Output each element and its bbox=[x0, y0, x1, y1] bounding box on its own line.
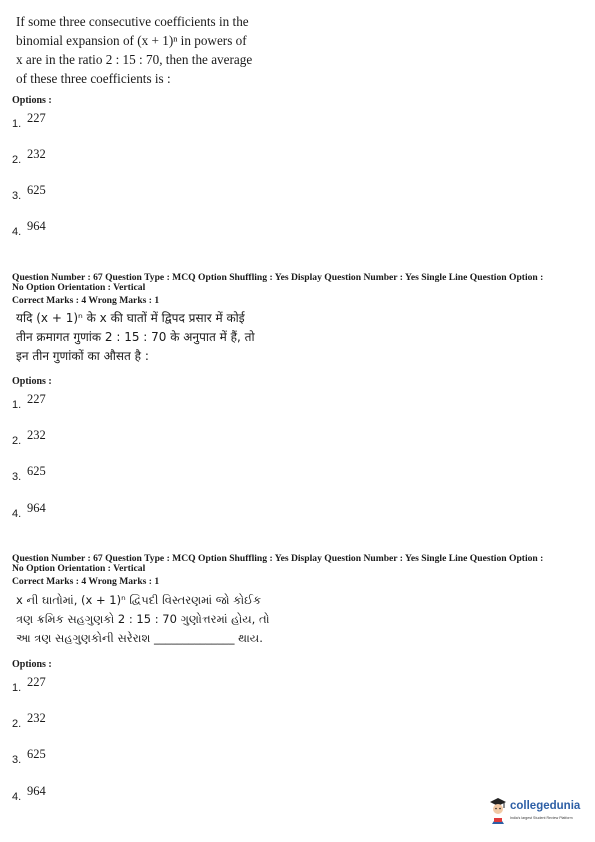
meta-line: No Option Orientation : Vertical bbox=[12, 563, 146, 574]
question-line: यदि (x + 1)ⁿ के x की घातों में द्विपद प्रसार में कोई bbox=[16, 311, 245, 325]
option-1: 1. 227 bbox=[12, 392, 46, 411]
collegedunia-logo bbox=[488, 796, 588, 830]
meta-line: No Option Orientation : Vertical bbox=[12, 282, 146, 293]
marks-line: Correct Marks : 4 Wrong Marks : 1 bbox=[12, 576, 160, 587]
question-line: of these three coefficients is : bbox=[16, 71, 171, 86]
option-4: 4. 964 bbox=[12, 501, 46, 520]
option-2: 2. 232 bbox=[12, 147, 46, 166]
question-line: x ની ઘાતોમાં, (x + 1)ⁿ દ્વિપદી વિસ્તરણમાં જો કોઈક bbox=[16, 593, 262, 607]
question-line: આ ત્રણ સહગુણકોની સરેરાશ ______________ થાય. bbox=[16, 631, 263, 645]
option-3: 3. 625 bbox=[12, 183, 46, 202]
question-line: If some three consecutive coefficients in the bbox=[16, 14, 249, 29]
option-3: 3. 625 bbox=[12, 464, 46, 483]
brand-tagline: India's largest Student Review Platform bbox=[510, 816, 573, 820]
brand-name: collegedunia bbox=[510, 800, 581, 812]
meta-line: Question Number : 67 Question Type : MCQ Option Shuffling : Yes Display Question Number : Yes Single Line Question Option : bbox=[12, 272, 544, 283]
graduate-mascot-icon bbox=[488, 796, 508, 826]
question-line: तीन क्रमागत गुणांक 2 : 15 : 70 के अनुपात में हैं, तो bbox=[16, 330, 255, 344]
option-2: 2. 232 bbox=[12, 711, 46, 730]
marks-line: Correct Marks : 4 Wrong Marks : 1 bbox=[12, 295, 160, 306]
question-text-english bbox=[16, 12, 266, 88]
option-1: 1. 227 bbox=[12, 675, 46, 694]
meta-line: Question Number : 67 Question Type : MCQ Option Shuffling : Yes Display Question Number : Yes Single Line Question Option : bbox=[12, 553, 544, 564]
option-4: 4. 964 bbox=[12, 219, 46, 238]
question-line: इन तीन गुणांकों का औसत है : bbox=[16, 349, 149, 363]
options-label: Options : bbox=[12, 659, 52, 670]
option-2: 2. 232 bbox=[12, 428, 46, 447]
question-line: x are in the ratio 2 : 15 : 70, then the average bbox=[16, 52, 253, 67]
question-line: ત્રણ ક્રમિક સહગુણકો 2 : 15 : 70 ગુણોત્તરમાં હોય, તો bbox=[16, 612, 270, 626]
question-text-hindi bbox=[16, 309, 266, 366]
options-label: Options : bbox=[12, 95, 52, 106]
option-3: 3. 625 bbox=[12, 747, 46, 766]
question-meta bbox=[12, 273, 587, 293]
question-text-gujarati bbox=[16, 591, 270, 648]
question-meta bbox=[12, 554, 587, 574]
options-label: Options : bbox=[12, 376, 52, 387]
option-1: 1. 227 bbox=[12, 111, 46, 130]
question-line: binomial expansion of (x + 1)ⁿ in powers of bbox=[16, 33, 247, 48]
option-4: 4. 964 bbox=[12, 784, 46, 803]
